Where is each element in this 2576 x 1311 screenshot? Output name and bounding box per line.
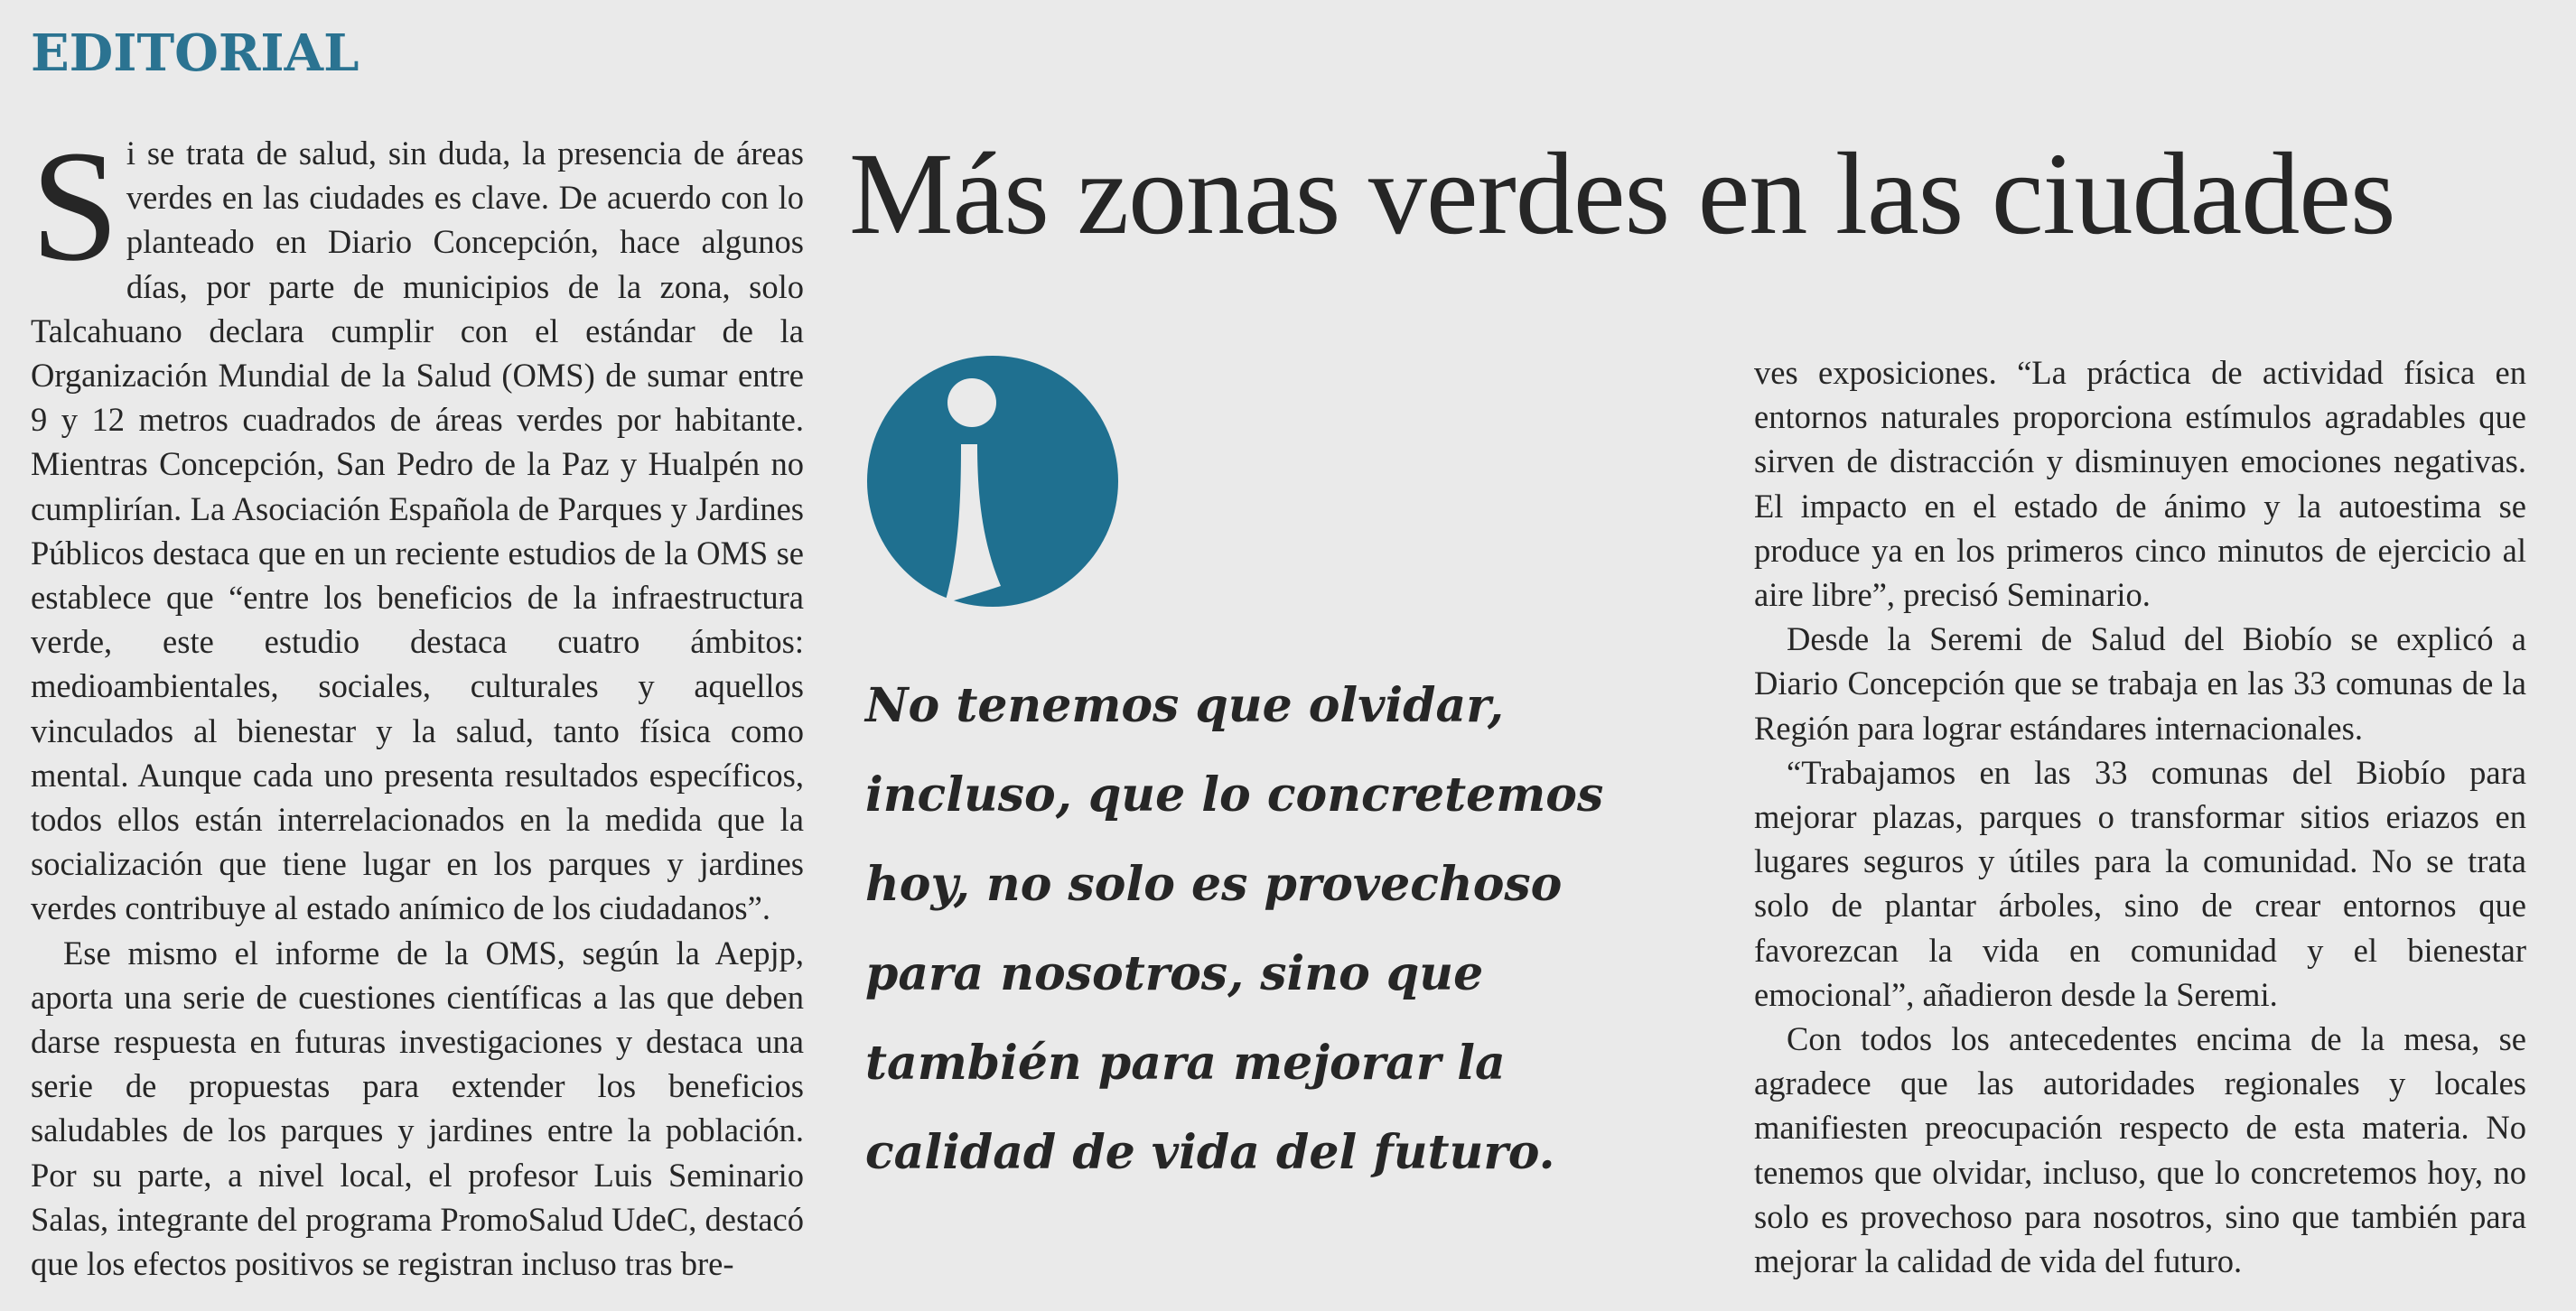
body-paragraph-4: Desde la Seremi de Salud del Biobío se explicó a Diario Concepción que se trabaja en las 33 comunas de la Región para lograr estándares internacionales.	[1754, 620, 2526, 747]
drop-cap: S	[31, 118, 119, 294]
body-column-right	[1754, 350, 2526, 1283]
body-paragraph-3: ves exposiciones. “La práctica de actividad física en entornos naturales proporciona estímulos agradables que sirven de distracción y disminuyen emociones negativas. El impacto en el estado de ánimo y la autoestima se produce ya en los primeros cinco minutos de ejercicio al aire libre”, precisó Seminario.	[1754, 354, 2526, 614]
body-paragraph-1-text: i se trata de salud, sin duda, la presencia de áreas verdes en las ciudades es clave. De acuerdo con lo planteado en Diario Concepción, hace algunos días, por parte de municipios de la zona, solo Talcahuano declara cumplir con el estándar de la Organización Mundial de la Salud (OMS) de sumar entre 9 y 12 metros cuadrados de áreas verdes por habitante. Mientras Concepción, San Pedro de la Paz y Hualpén no cumplirían. La Asociación Española de Parques y Jardines Públicos destaca que en un reciente estudios de la OMS se establece que “entre los beneficios de la infraestructura verde, este estudio destaca cuatro ámbitos: medioambientales, sociales, culturales y aquellos vinculados al bienestar y la salud, tanto física como mental. Aunque cada uno presenta resultados específicos, todos ellos están interrelacionados en la medida que la socialización que tiene lugar en los parques y jardines verdes contribuye al estado anímico de los ciudadanos”.	[31, 135, 804, 927]
body-paragraph-6: Con todos los antecedentes encima de la mesa, se agradece que las autoridades regionales y locales manifiesten preocupación respecto de esta materia. No tenemos que olvidar, incluso, que lo concretemos hoy, no solo es provechoso para nosotros, sino que también para mejorar la calidad de vida del futuro.	[1754, 1020, 2526, 1280]
body-paragraph-1	[31, 118, 804, 931]
info-icon	[865, 354, 1120, 609]
headline: Más zonas verdes en las ciudades	[849, 129, 2395, 259]
body-paragraph-5: “Trabajamos en las 33 comunas del Biobío para mejorar plazas, parques o transformar sitios eriazos en lugares seguros y útiles para la comunidad. No se trata solo de plantar árboles, sino de crear entornos que favorezcan la vida en comunidad y el bienestar emocional”, añadieron desde la Seremi.	[1754, 753, 2526, 1013]
pull-quote: No tenemos que olvidar, incluso, que lo concretemos hoy, no solo es provechoso para nosotros, sino que también para mejorar la calidad de vida del futuro.	[865, 678, 1604, 1180]
body-paragraph-2: Ese mismo el informe de la OMS, según la Aepjp, aporta una serie de cuestiones científicas a las que deben darse respuesta en futuras investigaciones y destaca una serie de propuestas para extender los beneficios saludables de los parques y jardines entre la población. Por su parte, a nivel local, el profesor Luis Seminario Salas, integrante del programa PromoSalud UdeC, destacó que los efectos positivos se registran incluso tras bre-	[31, 934, 804, 1283]
section-label: EDITORIAL	[31, 23, 359, 83]
body-column-left	[31, 118, 804, 1286]
